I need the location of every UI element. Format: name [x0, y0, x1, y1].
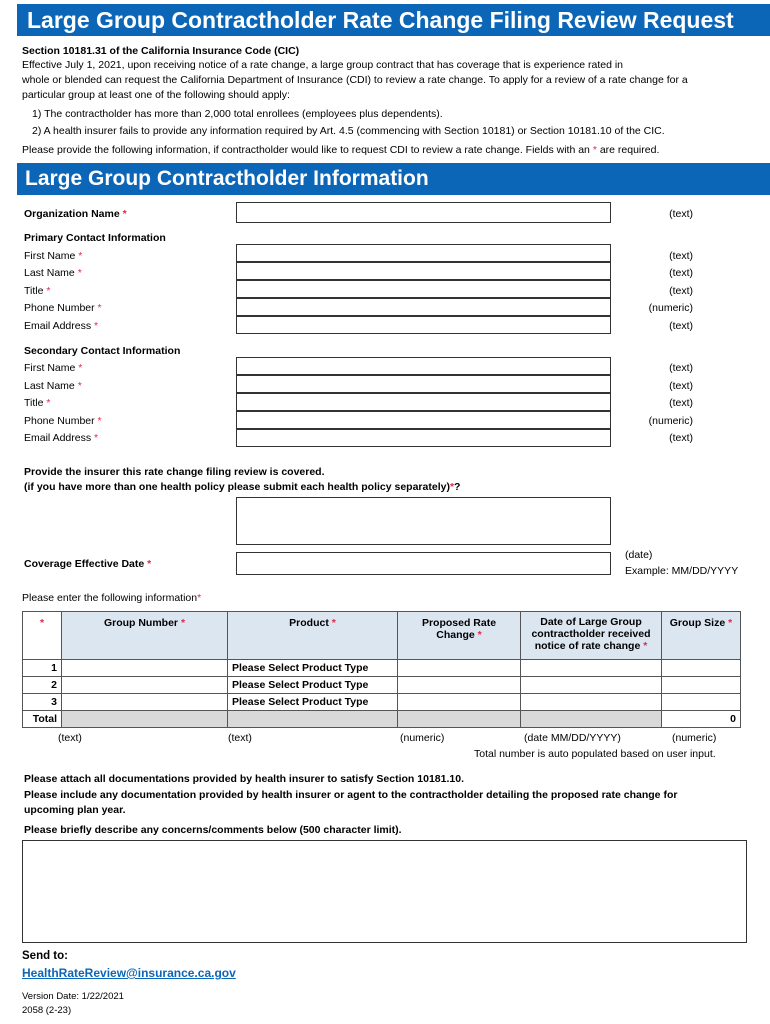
primary-first-name-type: (text) [669, 250, 693, 262]
required-mark: * [592, 144, 597, 156]
form-number: 2058 (2-23) [22, 1005, 72, 1016]
header-group-number [62, 612, 228, 660]
total-label: Total [23, 711, 62, 728]
header-text: Change [436, 629, 475, 641]
required-mark: * [46, 397, 51, 409]
product-select[interactable]: Please Select Product Type [228, 694, 398, 711]
required-mark: * [94, 432, 99, 444]
row-number: 1 [23, 660, 62, 677]
header-product [228, 612, 398, 660]
table-intro-text: Please enter the following information [22, 592, 198, 604]
group-table [22, 611, 741, 728]
notice-date-cell[interactable] [521, 694, 662, 711]
header-text: notice of rate change [534, 640, 641, 652]
email-link[interactable]: HealthRateReview@insurance.ca.gov [22, 966, 236, 980]
proposed-rate-type: (numeric) [400, 732, 445, 744]
intro-paragraph-line2: whole or blended can request the California Department of Insurance (CDI) to review a rate change. To apply for a review of a rate change for a [22, 74, 688, 86]
header-text: Product [289, 617, 329, 629]
notice-date-cell[interactable] [521, 660, 662, 677]
criteria-item-2: 2) A health insurer fails to provide any information required by Art. 4.5 (commencing with Section 10181) or Section 10181.10 of the CIC. [32, 125, 665, 137]
primary-contact-heading: Primary Contact Information [24, 232, 166, 244]
required-mark: * [77, 267, 82, 279]
label-text: First Name [24, 250, 76, 262]
group-size-type: (numeric) [672, 732, 717, 744]
group-number-type: (text) [58, 732, 82, 744]
product-type: (text) [228, 732, 252, 744]
auto-populate-note: Total number is auto populated based on user input. [474, 748, 716, 760]
secondary-email-label [24, 432, 98, 444]
primary-last-name-type: (text) [669, 267, 693, 279]
primary-phone-type: (numeric) [648, 302, 693, 314]
required-mark: * [197, 592, 202, 604]
secondary-title-input[interactable] [236, 393, 611, 411]
header-text: Proposed Rate [421, 617, 497, 629]
label-text: Phone Number [24, 415, 95, 427]
required-mark: * [331, 617, 336, 629]
label-text: Phone Number [24, 302, 95, 314]
header-required-cell [23, 612, 62, 660]
secondary-email-input[interactable] [236, 429, 611, 447]
required-note-text: Please provide the following information, if contractholder would like to request CDI to review a rate change. Fields with an [22, 144, 590, 156]
header-text: Date of Large Group [540, 616, 642, 628]
required-note-text-end: are required. [599, 144, 660, 156]
header-text: Group Size [669, 617, 726, 629]
product-select[interactable]: Please Select Product Type [228, 660, 398, 677]
table-intro [22, 592, 201, 604]
primary-email-type: (text) [669, 320, 693, 332]
criteria-item-1: 1) The contractholder has more than 2,000 total enrollees (employees plus dependents). [32, 108, 443, 120]
insurer-note-text: (if you have more than one health policy please submit each health policy separately) [24, 481, 450, 493]
required-mark: * [449, 481, 455, 493]
secondary-title-label [24, 397, 50, 409]
org-name-input[interactable] [236, 202, 611, 223]
header-notice-date [521, 612, 662, 660]
primary-last-name-input[interactable] [236, 262, 611, 280]
total-gray-cell [398, 711, 521, 728]
notice-date-type: (date MM/DD/YYYY) [524, 732, 621, 744]
intro-paragraph-line3: particular group at least one of the following should apply: [22, 89, 290, 101]
primary-last-name-label [24, 267, 82, 279]
required-mark: * [147, 558, 152, 570]
label-text: Title [24, 397, 44, 409]
primary-phone-input[interactable] [236, 298, 611, 316]
attach-instruction-3: upcoming plan year. [24, 804, 126, 816]
comments-prompt: Please briefly describe any concerns/comments below (500 character limit). [24, 824, 402, 836]
version-date: Version Date: 1/22/2021 [22, 991, 124, 1002]
required-mark: * [180, 617, 186, 629]
coverage-date-label-text: Coverage Effective Date [24, 558, 145, 570]
required-mark: * [477, 629, 482, 641]
group-number-cell[interactable] [62, 677, 228, 694]
product-select[interactable]: Please Select Product Type [228, 677, 398, 694]
primary-title-type: (text) [669, 285, 693, 297]
primary-email-input[interactable] [236, 316, 611, 334]
label-text: Email Address [24, 320, 92, 332]
proposed-rate-cell[interactable] [398, 660, 521, 677]
group-size-cell[interactable] [662, 694, 741, 711]
org-name-label-text: Organization Name [24, 208, 120, 220]
page-title: Large Group Contractholder Rate Change Filing Review Request [17, 4, 770, 36]
org-name-type: (text) [669, 208, 693, 220]
required-mark: * [97, 415, 102, 427]
total-gray-cell [521, 711, 662, 728]
secondary-first-name-type: (text) [669, 362, 693, 374]
table-row [23, 694, 741, 711]
secondary-last-name-type: (text) [669, 380, 693, 392]
insurer-note-end: ? [454, 481, 461, 493]
send-to-label: Send to: [22, 950, 68, 962]
label-text: Email Address [24, 432, 92, 444]
required-mark: * [78, 250, 83, 262]
secondary-email-type: (text) [669, 432, 693, 444]
secondary-contact-heading: Secondary Contact Information [24, 345, 181, 357]
coverage-date-example: Example: MM/DD/YYYY [625, 565, 739, 577]
primary-title-input[interactable] [236, 280, 611, 298]
primary-phone-label [24, 302, 102, 314]
table-total-row [23, 711, 741, 728]
label-text: Title [24, 285, 44, 297]
attach-instruction-1: Please attach all documentations provided by health insurer to satisfy Section 10181.10. [24, 773, 464, 785]
table-row [23, 660, 741, 677]
label-text: Last Name [24, 380, 75, 392]
secondary-phone-label [24, 415, 102, 427]
header-text: Group Number [103, 617, 179, 629]
intro-paragraph-line1: Effective July 1, 2021, upon receiving notice of a rate change, a large group contract that has coverage that is experience rated in [22, 59, 624, 71]
secondary-last-name-label [24, 380, 82, 392]
required-mark: * [94, 320, 99, 332]
required-mark: * [643, 640, 648, 652]
insurer-input[interactable] [236, 497, 611, 545]
required-mark: * [39, 617, 45, 629]
row-number: 3 [23, 694, 62, 711]
table-header-row [23, 612, 741, 660]
org-name-label [24, 208, 127, 220]
coverage-date-label [24, 558, 151, 570]
total-gray-cell [62, 711, 228, 728]
secondary-first-name-label [24, 362, 82, 374]
header-proposed-rate [398, 612, 521, 660]
intro-citation: Section 10181.31 of the California Insurance Code (CIC) [22, 45, 300, 57]
total-group-size: 0 [662, 711, 741, 728]
required-mark: * [46, 285, 51, 297]
required-mark: * [728, 617, 733, 629]
total-gray-cell [228, 711, 398, 728]
required-mark: * [77, 380, 82, 392]
table-row [23, 677, 741, 694]
secondary-phone-type: (numeric) [648, 415, 693, 427]
required-mark: * [97, 302, 102, 314]
insurer-prompt-note [24, 481, 460, 493]
proposed-rate-cell[interactable] [398, 677, 521, 694]
required-mark: * [78, 362, 83, 374]
comments-textarea[interactable] [22, 840, 747, 943]
coverage-date-input[interactable] [236, 552, 611, 575]
required-mark: * [122, 208, 127, 220]
secondary-first-name-input[interactable] [236, 357, 611, 375]
group-size-cell[interactable] [662, 660, 741, 677]
row-number: 2 [23, 677, 62, 694]
required-note [22, 144, 659, 156]
group-number-cell[interactable] [62, 660, 228, 677]
group-size-cell[interactable] [662, 677, 741, 694]
primary-first-name-input[interactable] [236, 244, 611, 262]
insurer-prompt: Provide the insurer this rate change filing review is covered. [24, 466, 325, 478]
primary-email-label [24, 320, 98, 332]
secondary-last-name-input[interactable] [236, 375, 611, 393]
proposed-rate-cell[interactable] [398, 694, 521, 711]
secondary-title-type: (text) [669, 397, 693, 409]
label-text: Last Name [24, 267, 75, 279]
section-title: Large Group Contractholder Information [17, 163, 770, 195]
primary-title-label [24, 285, 50, 297]
coverage-date-type: (date) [625, 549, 653, 561]
header-text: contractholder received [531, 628, 651, 640]
label-text: First Name [24, 362, 76, 374]
notice-date-cell[interactable] [521, 677, 662, 694]
header-group-size [662, 612, 741, 660]
primary-first-name-label [24, 250, 82, 262]
secondary-phone-input[interactable] [236, 411, 611, 429]
group-number-cell[interactable] [62, 694, 228, 711]
attach-instruction-2: Please include any documentation provided by health insurer or agent to the contractholder detailing the proposed rate change for [24, 789, 678, 801]
